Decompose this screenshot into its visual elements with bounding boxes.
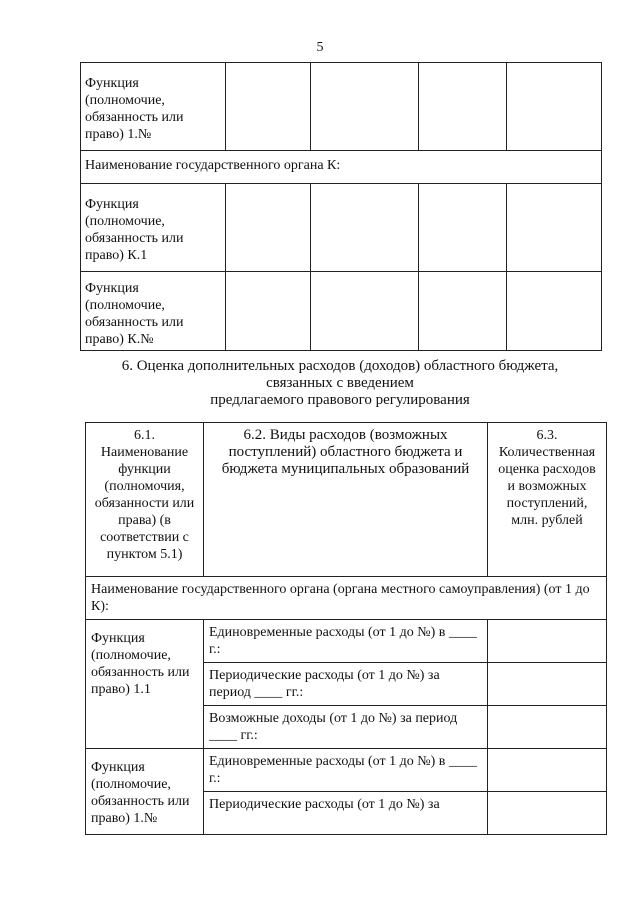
expense-item: Периодические расходы (от 1 до №) за период ____ гг.:: [204, 663, 488, 706]
table-row: [81, 184, 602, 272]
function-cell: Функция (полномочие, обязанность или право) К.№: [81, 272, 226, 351]
section-heading: 6. Оценка дополнительных расходов (доходов) областного бюджета, связанных с введением предлагаемого правового регулирования: [121, 358, 559, 408]
header-row: [86, 423, 607, 577]
table-row: [81, 63, 602, 151]
expense-item: Единовременные расходы (от 1 до №) в ____ г.:: [204, 749, 488, 792]
org-name-cell: Наименование государственного органа К:: [81, 151, 602, 184]
col-header-function: 6.1. Наименование функции (полномочия, обязанности или права) (в соответствии с пунктом 5.1): [86, 423, 204, 577]
function-cell: Функция (полномочие, обязанность или право) К.1: [81, 184, 226, 272]
table-row: [81, 272, 602, 351]
org-name-cell: Наименование государственного органа (органа местного самоуправления) (от 1 до К):: [86, 577, 607, 620]
functions-table: [80, 62, 602, 351]
function-cell: Функция (полномочие, обязанность или право) 1.№: [86, 749, 204, 835]
expense-item: Периодические расходы (от 1 до №) за: [204, 792, 488, 835]
table-row: [86, 577, 607, 620]
table-row: [81, 151, 602, 184]
table-row: [86, 620, 607, 663]
expense-item: Возможные доходы (от 1 до №) за период ____ гг.:: [204, 706, 488, 749]
col-header-expense-types: 6.2. Виды расходов (возможных поступлений) областного бюджета и бюджета муниципальных образований: [204, 423, 488, 577]
table-row: [86, 749, 607, 792]
function-cell: Функция (полномочие, обязанность или право) 1.1: [86, 620, 204, 749]
expenses-table: [85, 422, 607, 835]
expense-item: Единовременные расходы (от 1 до №) в ____ г.:: [204, 620, 488, 663]
col-header-estimate: 6.3. Количественная оценка расходов и возможных поступлений, млн. рублей: [488, 423, 607, 577]
function-cell: Функция (полномочие, обязанность или право) 1.№: [81, 63, 226, 151]
page-number: 5: [316, 40, 324, 55]
